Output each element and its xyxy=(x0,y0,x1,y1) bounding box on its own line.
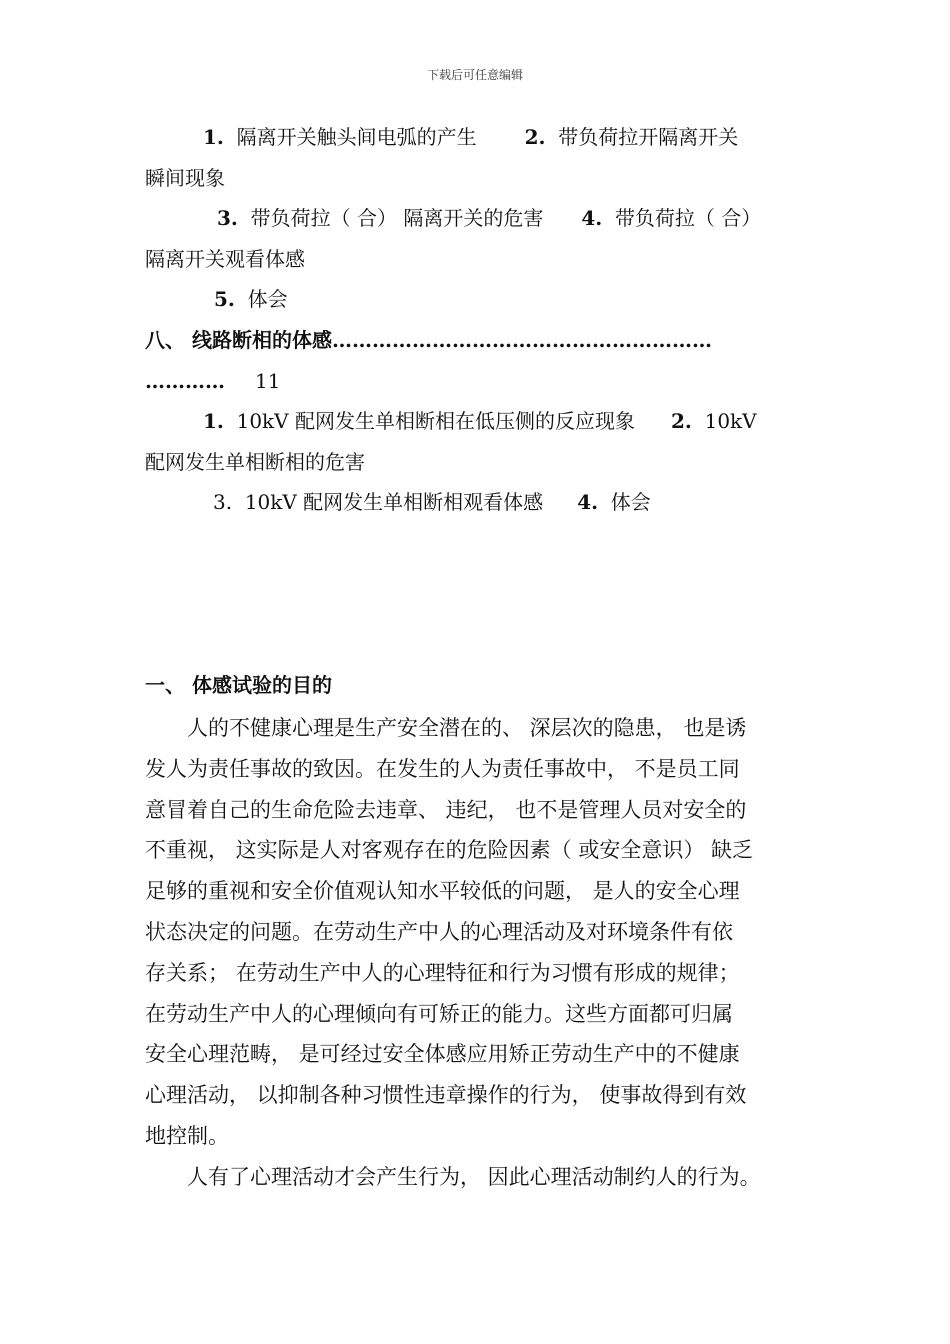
toc-entry: 体会 xyxy=(247,287,288,311)
paragraph-line: 意冒着自己的生命危险去违章、 违纪， 也不是管理人员对安全的 xyxy=(145,797,747,822)
toc-line-7 xyxy=(145,368,280,394)
toc-line-8 xyxy=(203,408,757,434)
toc-number: 1. xyxy=(203,409,224,433)
toc-entry: 配网发生单相断相的危害 xyxy=(145,450,365,474)
toc-number: 3. xyxy=(217,206,238,230)
paragraph-line: 人的不健康心理是生产安全潜在的、 深层次的隐患， 也是诱 xyxy=(145,716,747,740)
toc-line-2 xyxy=(145,165,225,191)
paragraph-line: 地控制。 xyxy=(145,1123,229,1148)
paragraph-line: 不重视， 这实际是人对客观存在的危险因素（ 或安全意识） 缺乏 xyxy=(145,838,754,863)
toc-chapter-entry: 八、 线路断相的体感………………………………………………… xyxy=(145,328,712,352)
toc-number: 3. xyxy=(213,490,233,514)
page-header: 下载后可任意编辑 xyxy=(426,68,523,82)
toc-number: 4. xyxy=(581,206,603,230)
toc-number: 2. xyxy=(670,409,692,433)
paragraph-line: 人有了心理活动才会产生行为， 因此心理活动制约人的行为。 xyxy=(145,1165,761,1189)
body-paragraph-2 xyxy=(145,1157,825,1198)
toc-leader-dots: ………… xyxy=(145,369,225,393)
toc-line-1 xyxy=(203,124,738,150)
toc-page-number: 11 xyxy=(255,369,281,393)
toc-number: 1. xyxy=(203,125,224,149)
toc-line-10 xyxy=(213,489,651,515)
toc-line-9 xyxy=(145,449,365,475)
toc-number: 2. xyxy=(524,125,546,149)
paragraph-line: 在劳动生产中人的心理倾向有可矫正的能力。这些方面都可归属 xyxy=(145,1001,733,1026)
toc-entry: 10kV 配网发生单相断相观看体感 xyxy=(244,490,544,514)
toc-entry: 体会 xyxy=(610,490,651,514)
toc-line-6 xyxy=(145,327,712,353)
toc-number: 4. xyxy=(577,490,599,514)
toc-line-4 xyxy=(145,246,305,272)
section-heading: 一、 体感试验的目的 xyxy=(145,673,332,697)
toc-entry: 带负荷拉（ 合） 隔离开关的危害 xyxy=(250,206,544,230)
toc-entry: 瞬间现象 xyxy=(145,166,225,190)
toc-number: 5. xyxy=(214,287,235,311)
paragraph-line: 足够的重视和安全价值观认知水平较低的问题， 是人的安全心理 xyxy=(145,879,740,904)
toc-line-5 xyxy=(214,286,288,312)
toc-entry: 带负荷拉（ 合） xyxy=(614,206,762,230)
toc-entry: 带负荷拉开隔离开关 xyxy=(558,125,739,149)
paragraph-line: 状态决定的问题。在劳动生产中人的心理活动及对环境条件有依 xyxy=(145,919,733,944)
body-paragraph-1 xyxy=(145,708,825,1157)
toc-entry: 10kV 配网发生单相断相在低压侧的反应现象 xyxy=(236,409,635,433)
toc-line-3 xyxy=(217,205,761,231)
toc-entry: 10kV xyxy=(704,409,757,433)
paragraph-line: 发人为责任事故的致因。在发生的人为责任事故中， 不是员工同 xyxy=(145,756,740,781)
toc-entry: 隔离开关触头间电弧的产生 xyxy=(236,125,477,149)
paragraph-line: 心理活动， 以抑制各种习惯性违章操作的行为， 使事故得到有效 xyxy=(145,1083,747,1108)
toc-entry: 隔离开关观看体感 xyxy=(145,247,305,271)
paragraph-line: 存关系； 在劳动生产中人的心理特征和行为习惯有形成的规律； xyxy=(145,960,740,985)
paragraph-line: 安全心理范畴， 是可经过安全体感应用矫正劳动生产中的不健康 xyxy=(145,1042,740,1067)
